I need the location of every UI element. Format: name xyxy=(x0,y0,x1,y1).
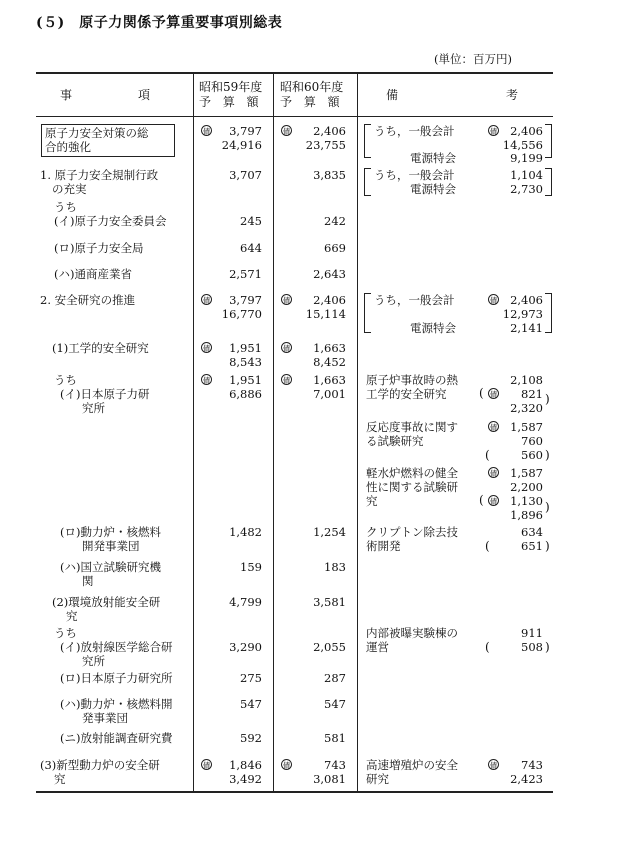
row9-label-line2: 開発事業団 xyxy=(82,539,140,553)
row1-label-line1: 原子力安全対策の総 xyxy=(45,126,149,140)
row1-label-line2: 合的強化 xyxy=(45,140,91,154)
row15-59: 592 xyxy=(240,731,262,745)
row16-label-line2: 究 xyxy=(54,772,66,786)
table-top-border xyxy=(36,72,553,74)
header-item: 事 項 xyxy=(60,88,165,102)
row12-uchi: うち xyxy=(54,626,77,640)
row8-remark1-value3: 2,320 xyxy=(510,401,543,415)
page-title: (５) 原子力関係予算重要事項別総表 xyxy=(36,15,283,31)
column-divider-3 xyxy=(357,72,358,793)
paren-close: ) xyxy=(545,500,550,514)
row6-59-bond: 3,797 xyxy=(229,293,262,307)
left-bracket xyxy=(364,293,371,333)
bond-badge-icon: 債 xyxy=(489,469,498,478)
row6-60-bond: 2,406 xyxy=(313,293,346,307)
row2-remark-1: うち，一般会計 xyxy=(374,168,455,182)
bond-badge-icon: 債 xyxy=(489,497,498,506)
row1-remark-1-total: 14,556 xyxy=(502,138,543,152)
row4-label: (ロ)原子力安全局 xyxy=(54,241,144,255)
row13-59: 275 xyxy=(240,671,262,685)
paren-close: ) xyxy=(545,640,550,654)
row10-59: 159 xyxy=(240,560,262,574)
row15-label: (ニ)放射能調査研究費 xyxy=(60,731,173,745)
table-bottom-border xyxy=(36,791,553,793)
row13-60: 287 xyxy=(324,671,346,685)
row5-label: (ハ)通商産業省 xyxy=(54,267,132,281)
row1-remark-2-value: 9,199 xyxy=(510,151,543,165)
row11-label-line2: 究 xyxy=(66,609,78,623)
row1-remark-1-bond: 2,406 xyxy=(510,124,543,138)
row8-remark3-value1: 1,587 xyxy=(510,466,543,480)
row8-remark1-line1: 原子炉事故時の熱 xyxy=(366,373,458,387)
row8-60-bond: 1,663 xyxy=(313,373,346,387)
row3-label: (イ)原子力安全委員会 xyxy=(54,214,167,228)
bond-badge-icon: 債 xyxy=(489,127,498,136)
row8-59-bond: 1,951 xyxy=(229,373,262,387)
row9-59: 1,482 xyxy=(229,525,262,539)
row6-remark-2: 電源特会 xyxy=(410,321,456,335)
row15-60: 581 xyxy=(324,731,346,745)
bond-badge-icon: 債 xyxy=(282,344,291,353)
bond-badge-icon: 債 xyxy=(489,423,498,432)
left-bracket xyxy=(364,124,371,158)
row11-60: 3,581 xyxy=(313,595,346,609)
row10-60: 183 xyxy=(324,560,346,574)
column-divider-2 xyxy=(273,72,274,793)
row3-59: 245 xyxy=(240,214,262,228)
row16-remark-line2: 研究 xyxy=(366,772,389,786)
bond-badge-icon: 債 xyxy=(202,344,211,353)
row4-59: 644 xyxy=(240,241,262,255)
row9-remark-value1: 634 xyxy=(521,525,543,539)
row16-60-bond: 743 xyxy=(324,758,346,772)
column-divider-1 xyxy=(193,72,194,793)
row6-59-total: 16,770 xyxy=(221,307,262,321)
row12-60: 2,055 xyxy=(313,640,346,654)
bond-badge-icon: 債 xyxy=(489,761,498,770)
row9-remark-line1: クリプトン除去技 xyxy=(366,525,458,539)
paren-open: ( xyxy=(479,386,484,400)
header-bottom-border xyxy=(36,116,553,117)
row6-remark-1: うち，一般会計 xyxy=(374,293,455,307)
row8-remark3-line2: 性に関する試験研 xyxy=(366,480,458,494)
paren-close: ) xyxy=(545,539,550,553)
bond-badge-icon: 債 xyxy=(202,296,211,305)
bond-badge-icon: 債 xyxy=(282,376,291,385)
row7-60-total: 8,452 xyxy=(313,355,346,369)
row16-remark-value2: 2,423 xyxy=(510,772,543,786)
row14-60: 547 xyxy=(324,697,346,711)
paren-close: ) xyxy=(545,448,550,462)
row8-remark3-value4: 1,896 xyxy=(510,508,543,522)
header-59-year: 昭和59年度 xyxy=(199,80,263,94)
row8-label-line2: 究所 xyxy=(82,401,105,415)
row16-remark-line1: 高速増殖炉の安全 xyxy=(366,758,458,772)
row2-59: 3,707 xyxy=(229,168,262,182)
paren-open: ( xyxy=(485,448,490,462)
row8-remark2-line1: 反応度事故に関す xyxy=(366,420,458,434)
row12-remark-line1: 内部被曝実験棟の xyxy=(366,626,458,640)
row9-60: 1,254 xyxy=(313,525,346,539)
row7-60-bond: 1,663 xyxy=(313,341,346,355)
row8-remark1-value2: 821 xyxy=(521,387,543,401)
bond-badge-icon: 債 xyxy=(282,127,291,136)
row4-60: 669 xyxy=(324,241,346,255)
row16-remark-value1: 743 xyxy=(521,758,543,772)
row14-59: 547 xyxy=(240,697,262,711)
right-bracket xyxy=(545,168,552,196)
row8-remark1-line2: 工学的安全研究 xyxy=(366,387,447,401)
header-60-amount: 予 算 額 xyxy=(280,95,344,109)
row9-label-line1: (ロ)動力炉・核燃料 xyxy=(60,525,161,539)
row6-remark-2-value: 2,141 xyxy=(510,321,543,335)
row1-59-bond: 3,797 xyxy=(229,124,262,138)
row16-59-total: 3,492 xyxy=(229,772,262,786)
bond-badge-icon: 債 xyxy=(489,296,498,305)
row9-remark-value2: 651 xyxy=(521,539,543,553)
row7-label: (1)工学的安全研究 xyxy=(52,341,149,355)
row8-remark3-value3: 1,130 xyxy=(510,494,543,508)
row1-60-bond: 2,406 xyxy=(313,124,346,138)
row2-remark-2-value: 2,730 xyxy=(510,182,543,196)
row2-label-line1: 1. 原子力安全規制行政 xyxy=(40,168,159,182)
row8-60-total: 7,001 xyxy=(313,387,346,401)
right-bracket xyxy=(545,293,552,333)
row8-remark3-line1: 軽水炉燃料の健全 xyxy=(366,466,458,480)
row6-remark-1-bond: 2,406 xyxy=(510,293,543,307)
row2-60: 3,835 xyxy=(313,168,346,182)
row13-label: (ロ)日本原子力研究所 xyxy=(60,671,173,685)
row9-remark-line2: 術開発 xyxy=(366,539,401,553)
row2-remark-2: 電源特会 xyxy=(410,182,456,196)
row14-label-line2: 発事業団 xyxy=(82,711,128,725)
row6-label: 2. 安全研究の推進 xyxy=(40,293,136,307)
row6-remark-1-total: 12,973 xyxy=(502,307,543,321)
bond-badge-icon: 債 xyxy=(202,376,211,385)
row12-remark-line2: 運営 xyxy=(366,640,389,654)
paren-close: ) xyxy=(545,392,550,406)
row11-label-line1: (2)環境放射能安全研 xyxy=(52,595,161,609)
row8-59-total: 6,886 xyxy=(229,387,262,401)
unit-label: (単位：百万円) xyxy=(434,52,512,66)
header-60-year: 昭和60年度 xyxy=(280,80,344,94)
row8-label-line1: (イ)日本原子力研 xyxy=(60,387,150,401)
row1-remark-2: 電源特会 xyxy=(410,151,456,165)
row12-59: 3,290 xyxy=(229,640,262,654)
row1-remark-1: うち，一般会計 xyxy=(374,124,455,138)
bond-badge-icon: 債 xyxy=(282,761,291,770)
paren-open: ( xyxy=(485,539,490,553)
row8-remark2-line2: る試験研究 xyxy=(366,434,424,448)
header-59-amount: 予 算 額 xyxy=(199,95,263,109)
left-bracket xyxy=(364,168,371,196)
row12-remark-value2: 508 xyxy=(521,640,543,654)
row11-59: 4,799 xyxy=(229,595,262,609)
row14-label-line1: (ハ)動力炉・核燃料開 xyxy=(60,697,173,711)
row12-label-line1: (イ)放射線医学総合研 xyxy=(60,640,173,654)
row10-label-line1: (ハ)国立試験研究機 xyxy=(60,560,161,574)
row8-uchi: うち xyxy=(54,373,77,387)
row3-uchi: うち xyxy=(54,200,77,214)
paren-open: ( xyxy=(479,493,484,507)
row1-59-total: 24,916 xyxy=(221,138,262,152)
bond-badge-icon: 債 xyxy=(489,390,498,399)
row16-label-line1: (3)新型動力炉の安全研 xyxy=(40,758,160,772)
row6-60-total: 15,114 xyxy=(305,307,346,321)
row12-remark-value1: 911 xyxy=(521,626,543,640)
row2-remark-1-value: 1,104 xyxy=(510,168,543,182)
bond-badge-icon: 債 xyxy=(202,127,211,136)
row1-60-total: 23,755 xyxy=(305,138,346,152)
row3-60: 242 xyxy=(324,214,346,228)
row16-59-bond: 1,846 xyxy=(229,758,262,772)
bond-badge-icon: 債 xyxy=(282,296,291,305)
row8-remark2-value2: 760 xyxy=(521,434,543,448)
row5-59: 2,571 xyxy=(229,267,262,281)
bond-badge-icon: 債 xyxy=(202,761,211,770)
row10-label-line2: 関 xyxy=(82,574,94,588)
right-bracket xyxy=(545,124,552,158)
row2-label-line2: の充実 xyxy=(52,182,87,196)
header-remarks: 備 考 xyxy=(386,88,537,102)
row7-59-bond: 1,951 xyxy=(229,341,262,355)
paren-open: ( xyxy=(485,640,490,654)
row8-remark2-value3: 560 xyxy=(521,448,543,462)
row8-remark3-value2: 2,200 xyxy=(510,480,543,494)
row16-60-total: 3,081 xyxy=(313,772,346,786)
row7-59-total: 8,543 xyxy=(229,355,262,369)
row5-60: 2,643 xyxy=(313,267,346,281)
row8-remark1-value1: 2,108 xyxy=(510,373,543,387)
row8-remark3-line3: 究 xyxy=(366,494,378,508)
row8-remark2-value1: 1,587 xyxy=(510,420,543,434)
row12-label-line2: 究所 xyxy=(82,654,105,668)
